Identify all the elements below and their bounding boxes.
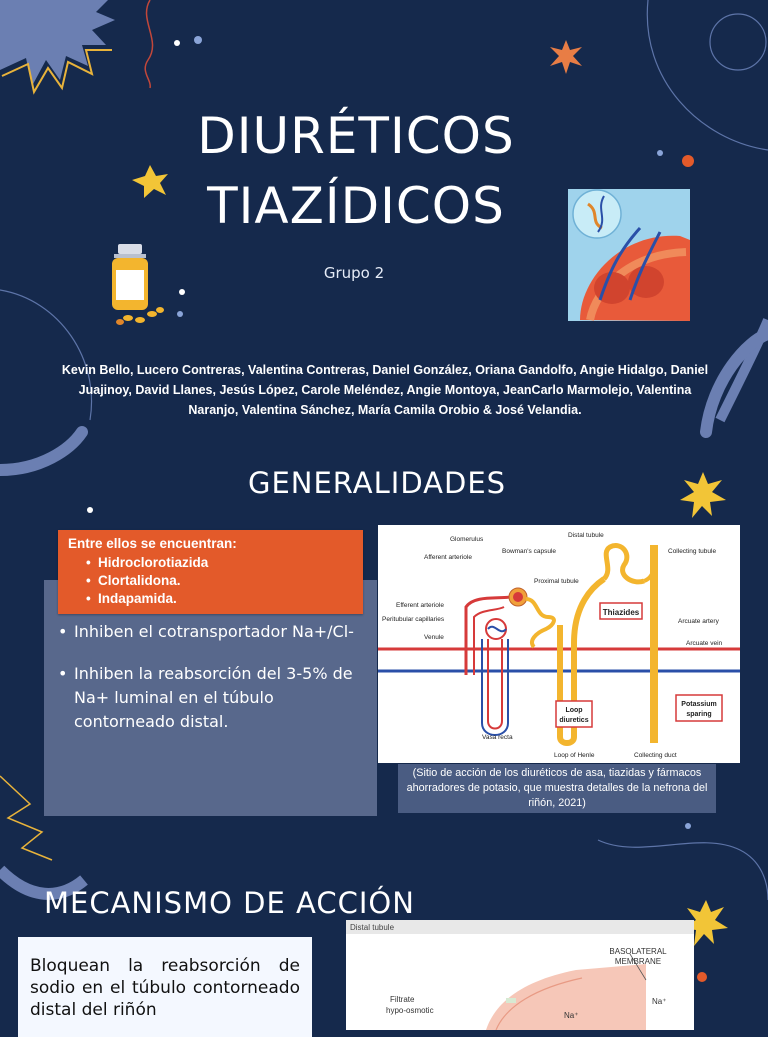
red-squiggle [145, 0, 152, 88]
afferent-label: Afferent arteriole [424, 554, 472, 561]
bowman-label: Bowman's capsule [502, 548, 556, 555]
page-title-line1: DIURÉTICOS [197, 107, 515, 165]
pill-bottle-icon [112, 244, 164, 325]
loop-henle-label: Loop of Henle [554, 752, 595, 759]
potassium-sparing-label: Potassium [681, 701, 717, 708]
filtrate-label: Filtrate [390, 995, 415, 1004]
proximal-tubule-label: Proximal tubule [534, 578, 579, 585]
na-ion-label: Na⁺ [564, 1011, 579, 1020]
vasa-recta-label: Vasa recta [482, 734, 513, 741]
venule-label: Venule [424, 634, 444, 641]
group-subtitle: Grupo 2 [323, 264, 385, 282]
starburst-top-left [0, 0, 115, 92]
mechanism-bullets [58, 620, 358, 752]
collecting-duct-label: Collecting duct [634, 752, 677, 759]
distal-tubule-label: Distal tubule [568, 532, 604, 539]
loop-diuretics-label: diuretics [559, 717, 589, 724]
arcuate-artery-label: Arcuate artery [678, 618, 719, 625]
thiazides-label: Thiazides [602, 608, 640, 617]
bullet-item: • Inhiben el cotransportador Na+/Cl- [58, 620, 358, 644]
page-title-line2: TIAZÍDICOS [207, 177, 505, 235]
glomerulus-label: Glomerulus [450, 536, 484, 543]
authors-list: Kevin Bello, Lucero Contreras, Valentina Contreras, Daniel González, Oriana Gandolfo, Angie Hidalgo, Daniel Juajinoy, David Llanes, Jesús López, Carole Meléndez, Angie Montoya, JeanCarlo Marmolejo, Valentina Naranjo, Valentina Sánchez, María Camila Orobio & José Velandia. [61, 363, 709, 417]
basolateral-label: BASOLATERAL [609, 947, 667, 956]
potassium-sparing-label: sparing [686, 711, 712, 718]
efferent-label: Efferent arteriole [396, 602, 444, 609]
figure-caption: (Sitio de acción de los diuréticos de asa, tiazidas y fármacos ahorradores de potasio, que muestra detalles de la nefrona del riñón, 2021) [398, 764, 716, 813]
distal-tubule-diagram [346, 920, 694, 1030]
basolateral-label: MEMBRANE [614, 957, 662, 966]
distal-tubule-title: Distal tubule [350, 923, 395, 932]
section-heading-generalidades: GENERALIDADES [248, 466, 507, 500]
drug-item: • Clortalidona. [98, 572, 208, 590]
loop-diuretics-label: Loop [565, 707, 583, 714]
peritubular-label: Peritubular capillaries [382, 616, 445, 623]
na-ion-label: Na⁺ [652, 997, 667, 1006]
nephron-diagram [378, 525, 740, 763]
collecting-tubule-label: Collecting tubule [668, 548, 717, 555]
arcuate-vein-label: Arcuate vein [686, 640, 723, 647]
drug-item: • Hidroclorotiazida [98, 554, 208, 572]
drugs-callout [58, 530, 363, 614]
section-heading-mecanismo: MECANISMO DE ACCIÓN [44, 886, 415, 920]
star-orange-icon [550, 40, 582, 74]
bullet-item: • Inhiben la reabsorción del 3-5% de Na+ luminal en el túbulo contorneado distal. [58, 662, 358, 734]
drug-list [98, 554, 208, 608]
mechanism-text: Bloquean la reabsorción de sodio en el túbulo contorneado distal del riñón [30, 956, 300, 1020]
star-yellow-icon [680, 472, 726, 518]
drug-item: • Indapamida. [98, 590, 208, 608]
filtrate-label: hypo-osmotic [386, 1006, 434, 1015]
drugs-lead: Entre ellos se encuentran: [68, 536, 237, 551]
